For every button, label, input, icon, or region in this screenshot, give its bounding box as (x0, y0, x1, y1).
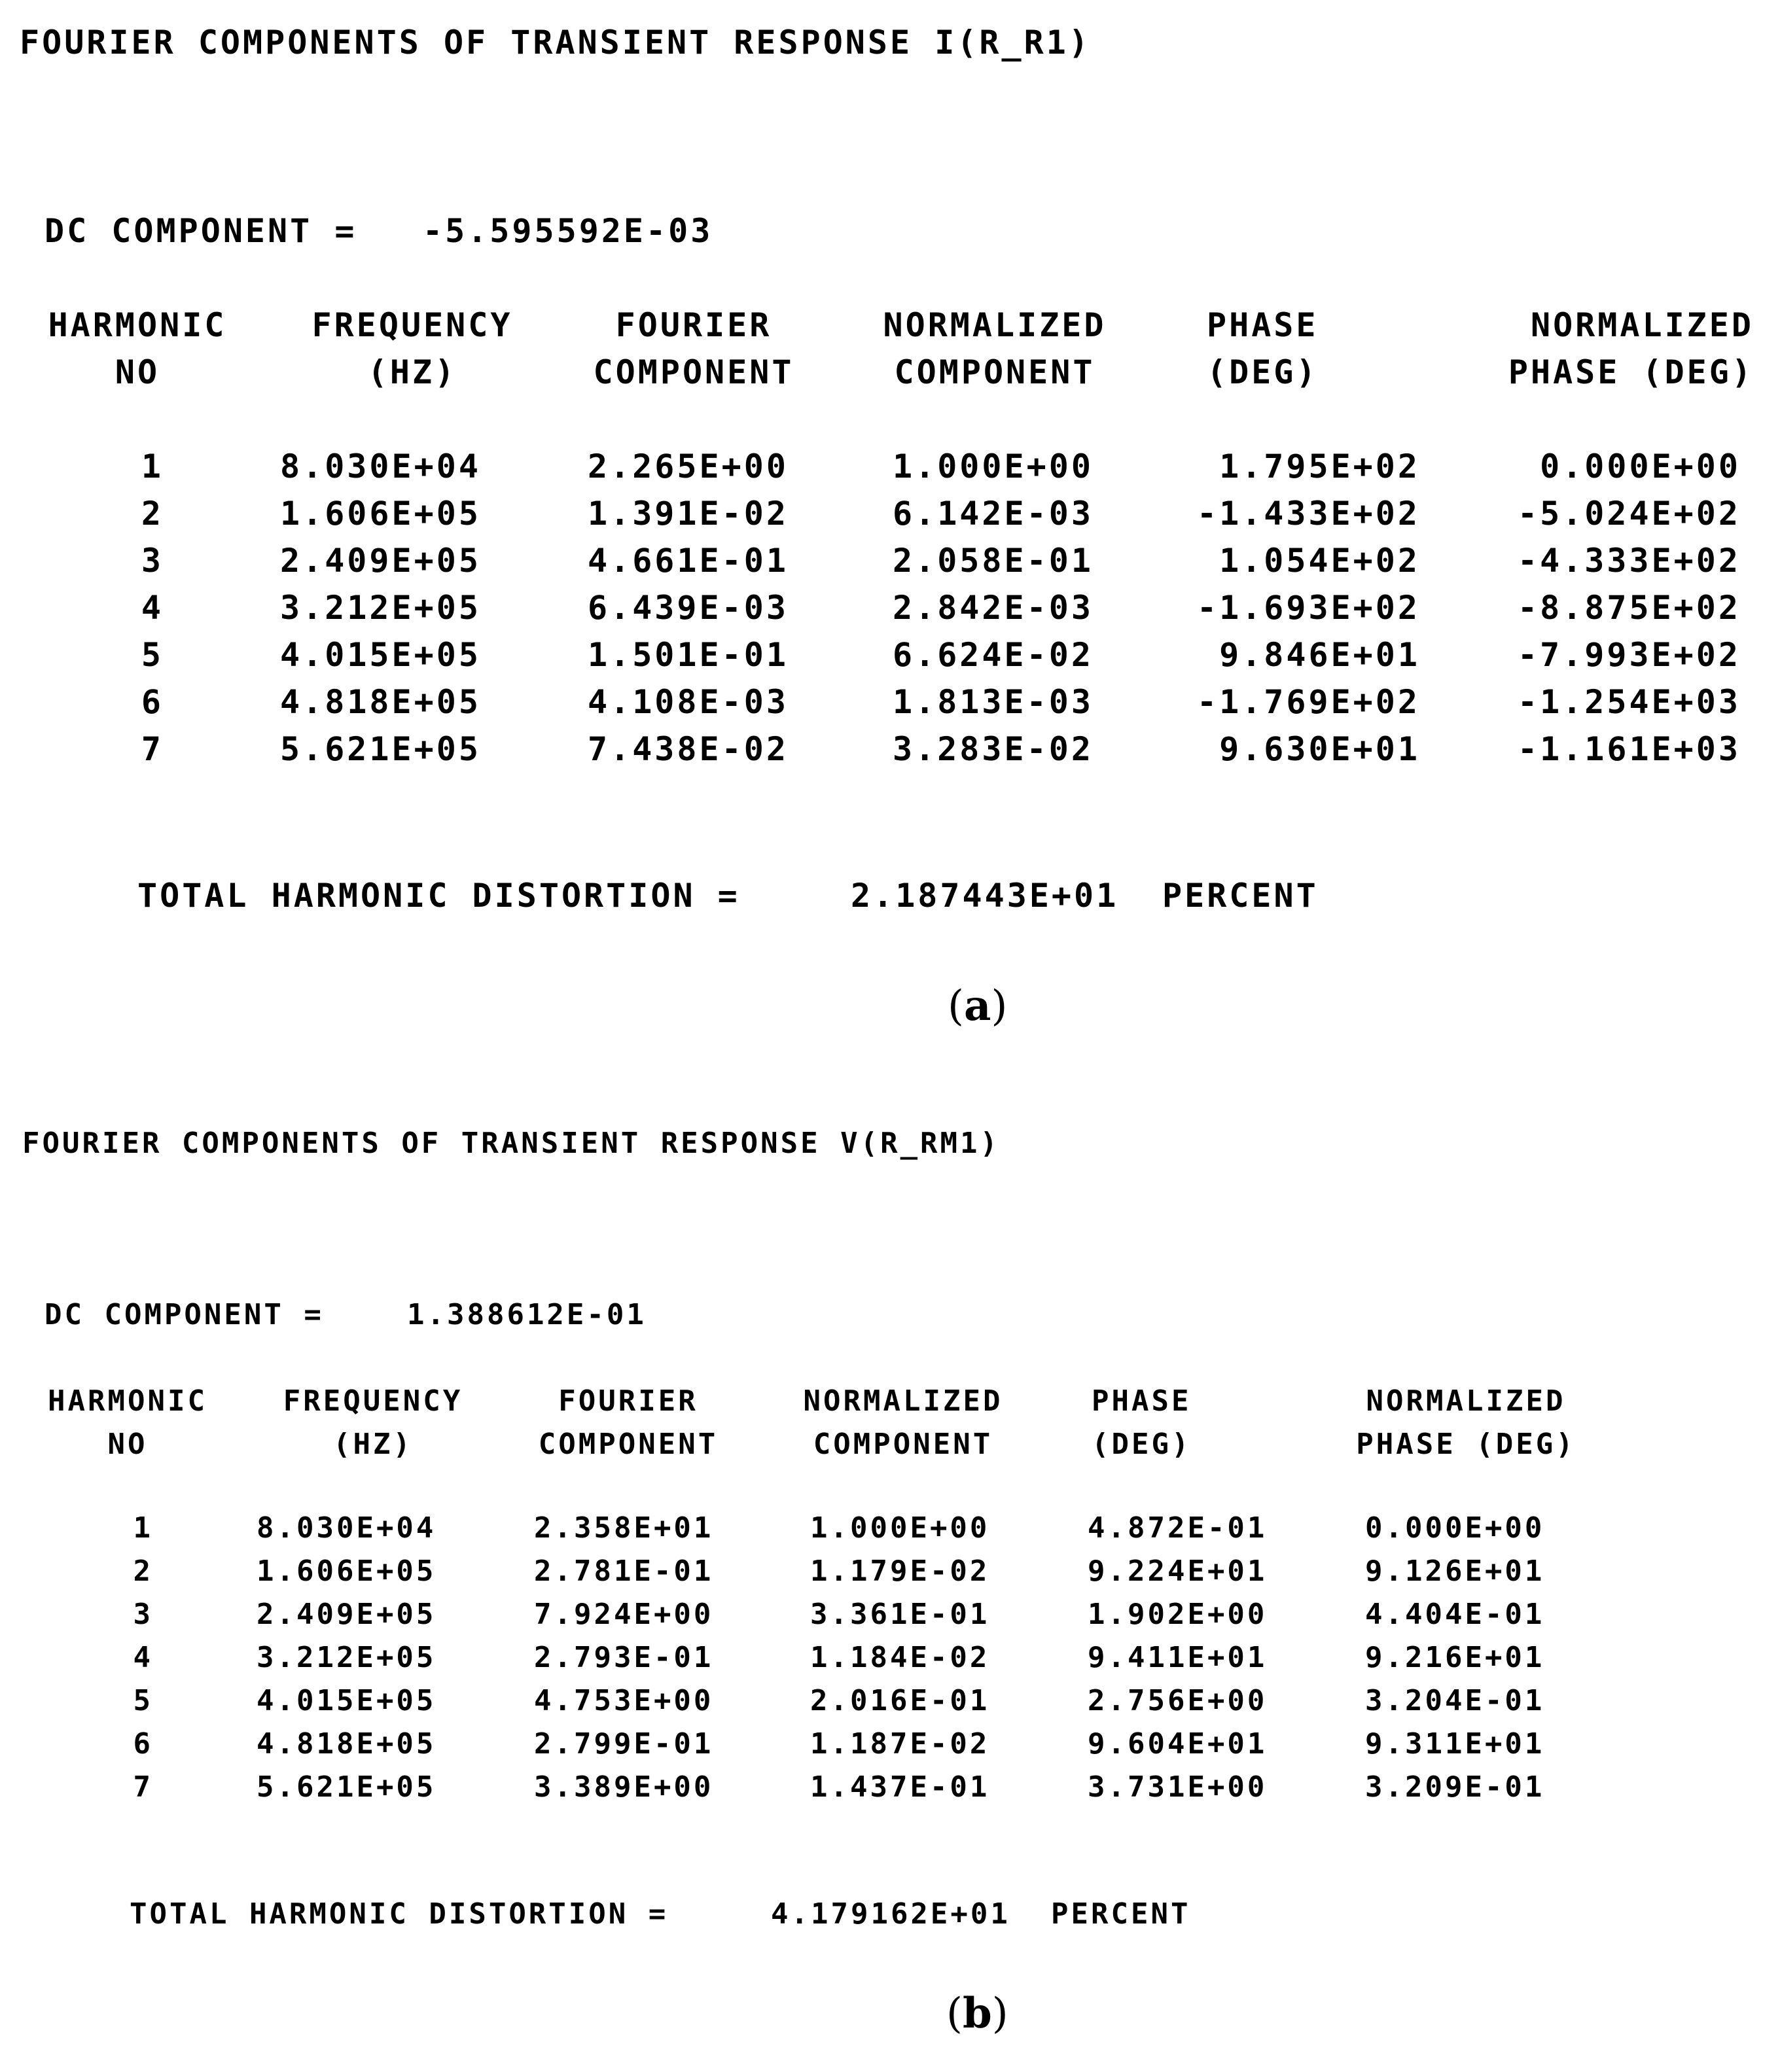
cell-normalized-component: 1.179E-02 (810, 1554, 990, 1588)
cell-normalized-phase: 9.216E+01 (1365, 1641, 1545, 1674)
header-normalized-phase-sub: PHASE (DEG) (1356, 1428, 1576, 1461)
cell-frequency: 1.606E+05 (280, 495, 481, 533)
thd-value: 4.179162E+01 (771, 1897, 1010, 1931)
thd-unit: PERCENT (1162, 877, 1319, 915)
cell-fourier-component: 4.753E+00 (534, 1684, 714, 1717)
cell-phase: 2.756E+00 (1088, 1684, 1268, 1717)
cell-normalized-phase: -1.161E+03 (1517, 730, 1741, 768)
cell-fourier-component: 2.781E-01 (534, 1554, 714, 1588)
cell-phase: -1.693E+02 (1196, 589, 1420, 627)
figure-caption-b: (b) (946, 1989, 1008, 2038)
header-frequency: FREQUENCY (283, 1384, 463, 1418)
cell-normalized-phase: -8.875E+02 (1517, 589, 1741, 627)
cell-normalized-phase: -1.254E+03 (1517, 683, 1741, 721)
cell-normalized-component: 6.624E-02 (893, 636, 1094, 674)
header-fourier-sub: COMPONENT (593, 353, 794, 391)
header-harmonic-sub: NO (115, 353, 160, 391)
cell-frequency: 4.015E+05 (280, 636, 481, 674)
header-normalized: NORMALIZED (803, 1384, 1003, 1418)
header-fourier-sub: COMPONENT (538, 1428, 719, 1461)
cell-normalized-phase: -7.993E+02 (1517, 636, 1741, 674)
cell-phase: 3.731E+00 (1088, 1770, 1268, 1804)
cell-frequency: 3.212E+05 (280, 589, 481, 627)
cell-normalized-component: 1.184E-02 (810, 1641, 990, 1674)
cell-phase: 9.604E+01 (1088, 1727, 1268, 1761)
cell-normalized-phase: 3.209E-01 (1365, 1770, 1545, 1804)
header-phase-sub: (DEG) (1207, 353, 1319, 391)
cell-frequency: 1.606E+05 (257, 1554, 436, 1588)
cell-frequency: 5.621E+05 (257, 1770, 436, 1804)
dc-component-value: 1.388612E-01 (407, 1298, 647, 1331)
dc-component-label: DC COMPONENT = (44, 212, 357, 250)
cell-phase: 9.846E+01 (1219, 636, 1420, 674)
cell-normalized-phase: 0.000E+00 (1540, 448, 1741, 485)
cell-phase: 1.054E+02 (1219, 542, 1420, 580)
cell-fourier-component: 6.439E-03 (588, 589, 789, 627)
cell-normalized-component: 2.016E-01 (810, 1684, 990, 1717)
cell-harmonic-no: 6 (133, 1727, 153, 1761)
cell-fourier-component: 7.924E+00 (534, 1598, 714, 1631)
dc-component-value: -5.595592E-03 (423, 212, 713, 250)
cell-harmonic-no: 2 (133, 1554, 153, 1588)
cell-normalized-phase: -5.024E+02 (1517, 495, 1741, 533)
header-fourier: FOURIER (615, 306, 772, 344)
thd-label: TOTAL HARMONIC DISTORTION = (137, 877, 740, 915)
cell-frequency: 2.409E+05 (257, 1598, 436, 1631)
header-harmonic: HARMONIC (48, 1384, 207, 1418)
cell-frequency: 5.621E+05 (280, 730, 481, 768)
cell-harmonic-no: 3 (141, 542, 164, 580)
header-phase-sub: (DEG) (1092, 1428, 1192, 1461)
cell-normalized-component: 1.187E-02 (810, 1727, 990, 1761)
cell-frequency: 8.030E+04 (280, 448, 481, 485)
cell-normalized-phase: 9.126E+01 (1365, 1554, 1545, 1588)
cell-harmonic-no: 7 (133, 1770, 153, 1804)
cell-normalized-phase: -4.333E+02 (1517, 542, 1741, 580)
cell-phase: -1.433E+02 (1196, 495, 1420, 533)
figure-caption-a: (a) (948, 981, 1008, 1030)
cell-harmonic-no: 6 (141, 683, 164, 721)
cell-fourier-component: 4.661E-01 (588, 542, 789, 580)
cell-normalized-component: 2.058E-01 (893, 542, 1094, 580)
header-normalized-phase: NORMALIZED (1530, 306, 1754, 344)
header-fourier: FOURIER (558, 1384, 698, 1418)
header-normalized-sub: COMPONENT (894, 353, 1095, 391)
header-harmonic-sub: NO (107, 1428, 148, 1461)
header-normalized-phase-sub: PHASE (DEG) (1508, 353, 1754, 391)
cell-fourier-component: 3.389E+00 (534, 1770, 714, 1804)
dc-component-label: DC COMPONENT = (44, 1298, 324, 1331)
cell-normalized-component: 1.000E+00 (810, 1511, 990, 1545)
header-harmonic: HARMONIC (48, 306, 227, 344)
cell-harmonic-no: 4 (133, 1641, 153, 1674)
cell-fourier-component: 1.501E-01 (588, 636, 789, 674)
cell-frequency: 2.409E+05 (280, 542, 481, 580)
cell-normalized-component: 1.813E-03 (893, 683, 1094, 721)
header-frequency-sub: (HZ) (367, 353, 457, 391)
cell-normalized-component: 3.361E-01 (810, 1598, 990, 1631)
cell-harmonic-no: 1 (141, 448, 164, 485)
cell-harmonic-no: 5 (141, 636, 164, 674)
cell-normalized-phase: 3.204E-01 (1365, 1684, 1545, 1717)
cell-harmonic-no: 7 (141, 730, 164, 768)
cell-phase: 1.795E+02 (1219, 448, 1420, 485)
cell-fourier-component: 2.799E-01 (534, 1727, 714, 1761)
header-frequency: FREQUENCY (312, 306, 513, 344)
panel-title: FOURIER COMPONENTS OF TRANSIENT RESPONSE V(R_RM1) (22, 1127, 1001, 1160)
cell-normalized-phase: 0.000E+00 (1365, 1511, 1545, 1545)
cell-phase: 9.630E+01 (1219, 730, 1420, 768)
cell-normalized-component: 2.842E-03 (893, 589, 1094, 627)
thd-unit: PERCENT (1051, 1897, 1191, 1931)
cell-harmonic-no: 2 (141, 495, 164, 533)
panel-title: FOURIER COMPONENTS OF TRANSIENT RESPONSE I(R_R1) (20, 24, 1091, 61)
header-normalized: NORMALIZED (883, 306, 1107, 344)
cell-normalized-phase: 4.404E-01 (1365, 1598, 1545, 1631)
cell-normalized-component: 6.142E-03 (893, 495, 1094, 533)
cell-fourier-component: 4.108E-03 (588, 683, 789, 721)
cell-phase: 9.224E+01 (1088, 1554, 1268, 1588)
cell-phase: 4.872E-01 (1088, 1511, 1268, 1545)
header-frequency-sub: (HZ) (333, 1428, 413, 1461)
cell-normalized-component: 3.283E-02 (893, 730, 1094, 768)
cell-phase: 9.411E+01 (1088, 1641, 1268, 1674)
cell-fourier-component: 1.391E-02 (588, 495, 789, 533)
cell-phase: 1.902E+00 (1088, 1598, 1268, 1631)
cell-normalized-phase: 9.311E+01 (1365, 1727, 1545, 1761)
cell-fourier-component: 2.358E+01 (534, 1511, 714, 1545)
cell-normalized-component: 1.000E+00 (893, 448, 1094, 485)
cell-fourier-component: 2.265E+00 (588, 448, 789, 485)
cell-frequency: 3.212E+05 (257, 1641, 436, 1674)
cell-harmonic-no: 5 (133, 1684, 153, 1717)
cell-harmonic-no: 1 (133, 1511, 153, 1545)
header-phase: PHASE (1092, 1384, 1192, 1418)
cell-fourier-component: 7.438E-02 (588, 730, 789, 768)
thd-label: TOTAL HARMONIC DISTORTION = (130, 1897, 669, 1931)
thd-value: 2.187443E+01 (851, 877, 1119, 915)
cell-frequency: 4.818E+05 (280, 683, 481, 721)
cell-normalized-component: 1.437E-01 (810, 1770, 990, 1804)
cell-frequency: 8.030E+04 (257, 1511, 436, 1545)
cell-fourier-component: 2.793E-01 (534, 1641, 714, 1674)
cell-frequency: 4.818E+05 (257, 1727, 436, 1761)
header-normalized-sub: COMPONENT (813, 1428, 993, 1461)
cell-harmonic-no: 4 (141, 589, 164, 627)
header-normalized-phase: NORMALIZED (1366, 1384, 1566, 1418)
cell-frequency: 4.015E+05 (257, 1684, 436, 1717)
cell-phase: -1.769E+02 (1196, 683, 1420, 721)
cell-harmonic-no: 3 (133, 1598, 153, 1631)
header-phase: PHASE (1207, 306, 1319, 344)
